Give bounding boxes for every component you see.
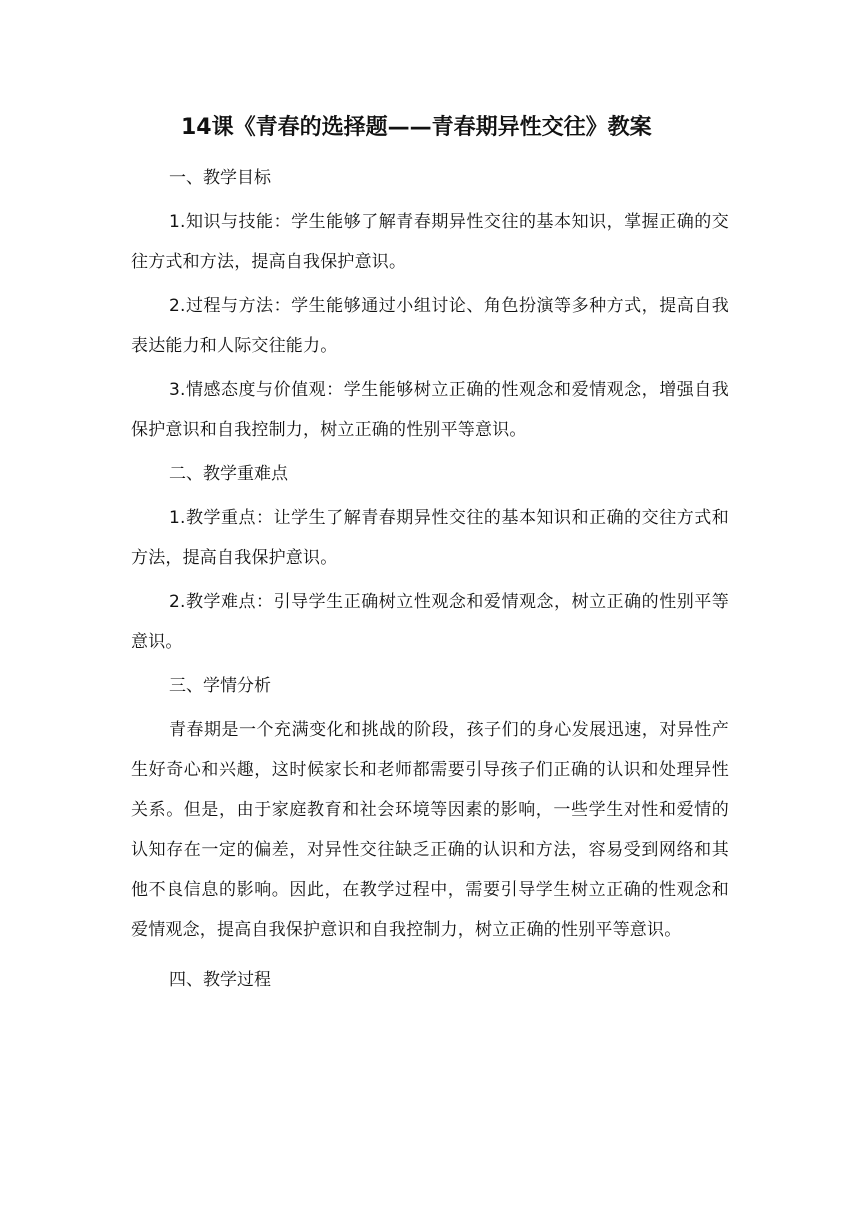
paragraph-analysis: 青春期是一个充满变化和挑战的阶段，孩子们的身心发展迅速，对异性产生好奇心和兴趣，这时候家长和老师都需要引导孩子们正确的认识和处理异性关系。但是，由于家庭教育和社会环境等因素的影响，一些学生对性和爱情的认知存在一定的偏差，对异性交往缺乏正确的认识和方法，容易受到网络和其他不良信息的影响。因此，在教学过程中，需要引导学生树立正确的性观念和爱情观念，提高自我保护意识和自我控制力，树立正确的性别平等意识。 — [131, 720, 729, 940]
paragraph-keypoint-2: 2.教学难点：引导学生正确树立性观念和爱情观念，树立正确的性别平等意识。 — [131, 592, 729, 652]
document-title: 14课《青春的选择题——青春期异性交往》教案 — [181, 115, 652, 140]
section-heading-keypoints: 二、教学重难点 — [169, 464, 288, 484]
paragraph-keypoint-1: 1.教学重点：让学生了解青春期异性交往的基本知识和正确的交往方式和方法，提高自我保护意识。 — [131, 508, 729, 568]
section-heading-analysis: 三、学情分析 — [169, 676, 271, 696]
paragraph-objective-3: 3.情感态度与价值观：学生能够树立正确的性观念和爱情观念，增强自我保护意识和自我控制力，树立正确的性别平等意识。 — [131, 380, 729, 440]
section-heading-process: 四、教学过程 — [169, 970, 271, 990]
paragraph-objective-1: 1.知识与技能：学生能够了解青春期异性交往的基本知识，掌握正确的交往方式和方法，提高自我保护意识。 — [131, 212, 729, 272]
document-body — [131, 108, 729, 1004]
paragraph-objective-2: 2.过程与方法：学生能够通过小组讨论、角色扮演等多种方式，提高自我表达能力和人际交往能力。 — [131, 296, 729, 356]
section-heading-objectives: 一、教学目标 — [169, 168, 271, 188]
